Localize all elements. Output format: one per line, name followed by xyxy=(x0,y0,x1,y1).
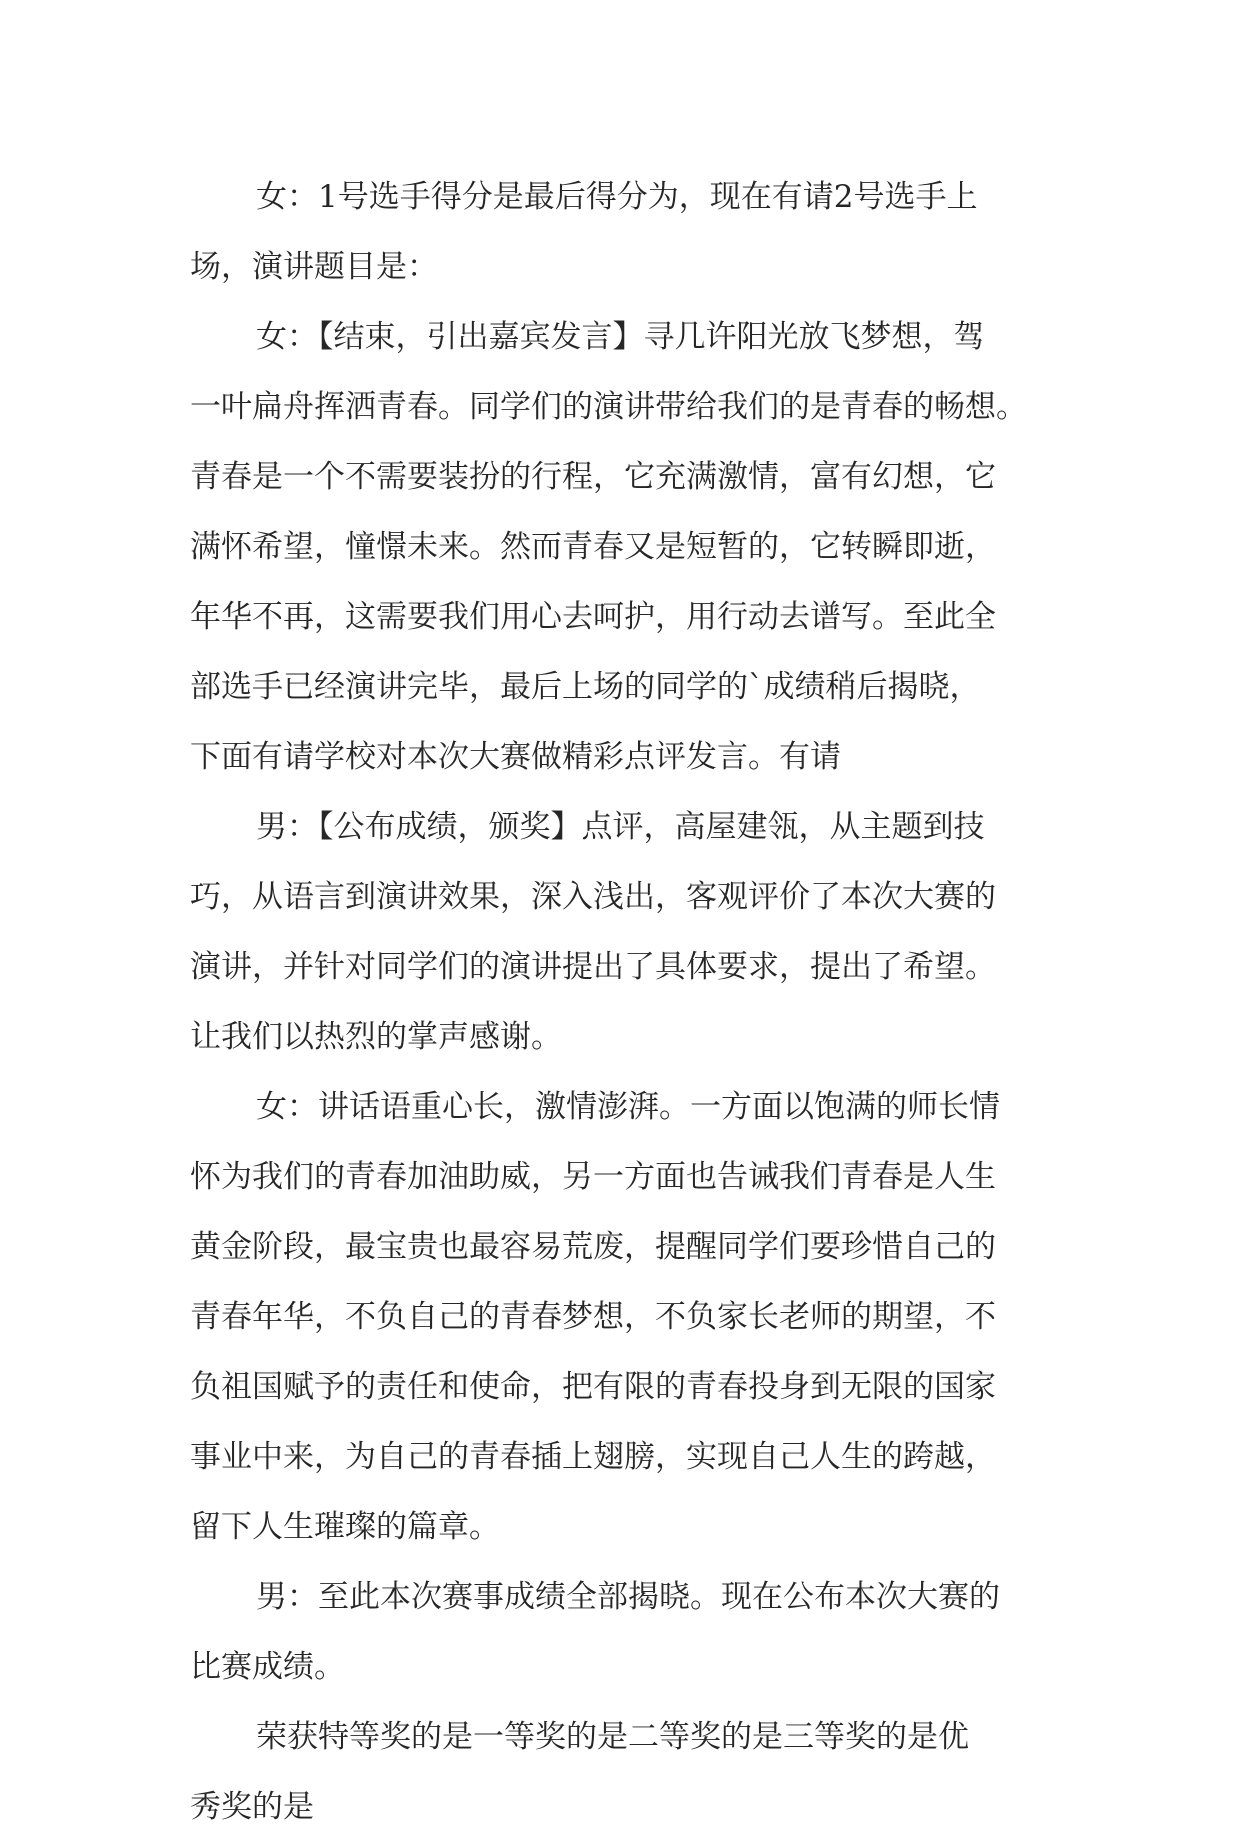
text-line: 场，演讲题目是： xyxy=(190,249,438,285)
text-line: 青春年华，不负自己的青春梦想，不负家长老师的期望，不 xyxy=(190,1299,996,1335)
text-line: 青春是一个不需要装扮的行程，它充满激情，富有幻想，它 xyxy=(190,459,996,495)
text-line: 负祖国赋予的责任和使命，把有限的青春投身到无限的国家 xyxy=(190,1369,996,1405)
text-line: 巧，从语言到演讲效果，深入浅出，客观评价了本次大赛的 xyxy=(190,879,996,915)
text-line: 女：【结束，引出嘉宾发言】寻几许阳光放飞梦想，驾 xyxy=(256,319,985,355)
text-line: 事业中来，为自己的青春插上翅膀，实现自己人生的跨越， xyxy=(190,1439,996,1475)
text-line: 黄金阶段，最宝贵也最容易荒废，提醒同学们要珍惜自己的 xyxy=(190,1229,996,1265)
paragraph-6 xyxy=(190,1702,1070,1842)
text-line: 年华不再，这需要我们用心去呵护，用行动去谱写。至此全 xyxy=(190,599,996,635)
paragraph-2 xyxy=(190,302,1070,792)
paragraph-4 xyxy=(190,1072,1070,1562)
text-line: 满怀希望，憧憬未来。然而青春又是短暂的，它转瞬即逝， xyxy=(190,529,996,565)
text-line: 荣获特等奖的是一等奖的是二等奖的是三等奖的是优 xyxy=(256,1719,969,1755)
text-line: 男：【公布成绩，颁奖】点评，高屋建瓴，从主题到技 xyxy=(256,809,985,845)
paragraph-3 xyxy=(190,792,1070,1072)
text-line: 演讲，并针对同学们的演讲提出了具体要求，提出了希望。 xyxy=(190,949,996,985)
text-line: 比赛成绩。 xyxy=(190,1649,345,1685)
text-line: 留下人生璀璨的篇章。 xyxy=(190,1509,500,1545)
paragraph-5 xyxy=(190,1562,1070,1702)
text-line: 女：讲话语重心长，激情澎湃。一方面以饱满的师长情 xyxy=(256,1089,1000,1125)
paragraph-1 xyxy=(190,162,1070,302)
text-line: 男：至此本次赛事成绩全部揭晓。现在公布本次大赛的 xyxy=(256,1579,1000,1615)
document-body xyxy=(190,162,1070,1842)
text-line: 女：1号选手得分是最后得分为，现在有请2号选手上 xyxy=(256,179,978,215)
text-line: 秀奖的是 xyxy=(190,1789,314,1825)
text-line: 怀为我们的青春加油助威，另一方面也告诫我们青春是人生 xyxy=(190,1159,996,1195)
text-line: 下面有请学校对本次大赛做精彩点评发言。有请 xyxy=(190,739,841,775)
text-line: 一叶扁舟挥洒青春。同学们的演讲带给我们的是青春的畅想。 xyxy=(190,389,1027,425)
text-line: 部选手已经演讲完毕，最后上场的同学的`成绩稍后揭晓， xyxy=(190,669,981,705)
text-line: 让我们以热烈的掌声感谢。 xyxy=(190,1019,562,1055)
